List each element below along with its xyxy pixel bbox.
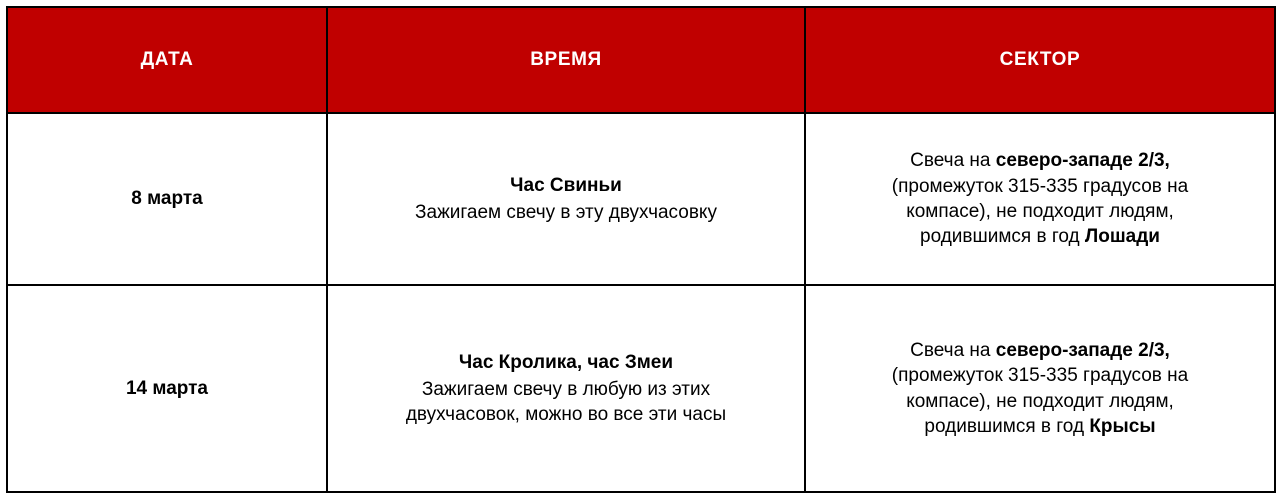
sector-line-4-bold: Крысы (1089, 415, 1156, 437)
cell-time (327, 113, 805, 285)
table-row (7, 285, 1275, 492)
table-row (7, 113, 1275, 285)
sector-line-4-prefix: родившимся в год (920, 226, 1085, 248)
sector-line-1 (818, 338, 1262, 363)
sector-line-4-prefix: родившимся в год (924, 415, 1090, 437)
sector-line-2: (промежуток 315-335 градусов на (891, 365, 1189, 387)
time-description-line-1: Зажигаем свечу в любую из этих (421, 378, 711, 400)
column-header-date: ДАТА (7, 7, 327, 113)
sector-line-3: компасе), не подходит людям, (906, 390, 1174, 412)
cell-sector (805, 285, 1275, 492)
sector-line-4 (818, 224, 1262, 249)
sector-line-1-bold: северо-западе 2/3, (995, 339, 1170, 361)
sector-line-4 (818, 414, 1262, 439)
sector-line-2: (промежуток 315-335 градусов на (891, 175, 1189, 197)
cell-date: 14 марта (7, 285, 327, 492)
table-body (7, 113, 1275, 492)
sector-line-1-bold: северо-западе 2/3, (995, 150, 1170, 172)
cell-time (327, 285, 805, 492)
time-description: Зажигаем свечу в эту двухчасовку (415, 202, 717, 223)
sector-line-1 (818, 148, 1262, 173)
cell-date: 8 марта (7, 113, 327, 285)
sector-line-1-prefix: Свеча на (910, 150, 996, 172)
schedule-table (6, 6, 1276, 493)
time-description-line-2: двухчасовок, можно во все эти часы (405, 404, 727, 426)
time-title: Час Кролика, час Змеи (458, 351, 674, 373)
table-header (7, 7, 1275, 113)
cell-sector (805, 113, 1275, 285)
time-title: Час Свиньи (510, 174, 622, 196)
sector-line-1-prefix: Свеча на (910, 339, 996, 361)
sector-line-3: компасе), не подходит людям, (906, 201, 1174, 222)
sector-line-4-bold: Лошади (1084, 226, 1160, 248)
column-header-time: ВРЕМЯ (327, 7, 805, 113)
column-header-sector: СЕКТОР (805, 7, 1275, 113)
header-row (7, 7, 1275, 113)
